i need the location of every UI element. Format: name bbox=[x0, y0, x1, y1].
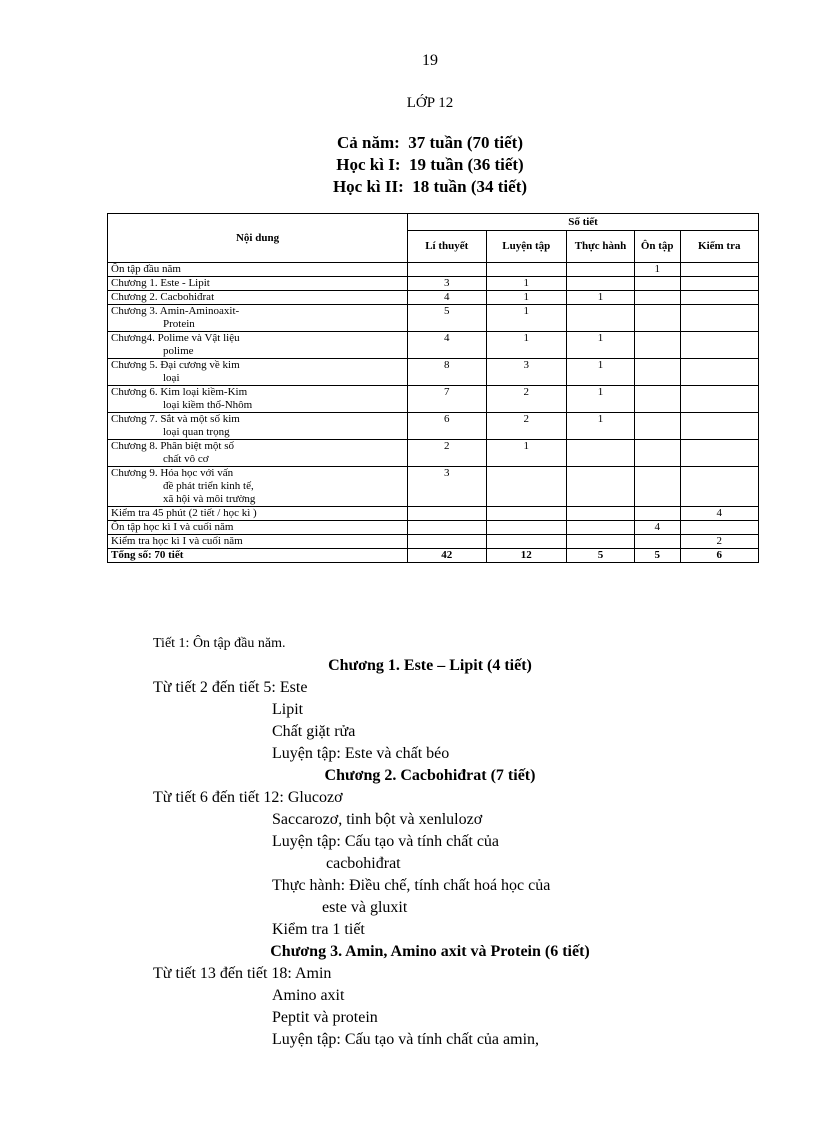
text-line: Chất giặt rửa bbox=[272, 723, 356, 740]
content-name: Chương 2. Cacbohiđrat bbox=[111, 291, 215, 303]
lesson-plan-table bbox=[107, 213, 759, 563]
review-cell bbox=[634, 277, 680, 291]
summary-line: Cả năm: 37 tuần (70 tiết) bbox=[336, 133, 524, 152]
theory-cell bbox=[408, 507, 486, 521]
content-name: Kiểm tra 45 phút (2 tiết / học kì ) bbox=[111, 507, 257, 519]
content-name: Chương 7. Sắt và một số kim bbox=[111, 413, 240, 425]
text-line: Từ tiết 13 đến tiết 18: Amin bbox=[153, 965, 332, 982]
chapter-heading: Chương 3. Amin, Amino axit và Protein (6 tiết) bbox=[270, 943, 590, 960]
review-cell bbox=[634, 507, 680, 521]
text-line: Kiểm tra 1 tiết bbox=[272, 921, 365, 938]
syllabus-text bbox=[0, 633, 816, 1051]
test-cell bbox=[680, 332, 759, 359]
content-cell bbox=[108, 291, 408, 305]
test-cell bbox=[680, 440, 759, 467]
theory-cell: 5 bbox=[408, 305, 486, 332]
text-line: Tiết 1: Ôn tập đầu năm. bbox=[153, 636, 286, 651]
content-cell bbox=[108, 386, 408, 413]
content-cell bbox=[108, 467, 408, 507]
total-review-cell: 5 bbox=[634, 549, 680, 563]
content-name: Ôn tập đầu năm bbox=[111, 263, 181, 275]
content-cell bbox=[108, 440, 408, 467]
content-name: Chương 3. Amin-Aminoaxit- bbox=[111, 305, 240, 317]
content-cell bbox=[108, 507, 408, 521]
chapter-heading: Chương 2. Cacbohiđrat (7 tiết) bbox=[324, 767, 536, 784]
theory-cell: 4 bbox=[408, 332, 486, 359]
text-line: Luyện tập: Este và chất béo bbox=[272, 745, 450, 762]
text-line: cacbohiđrat bbox=[326, 855, 401, 872]
review-cell: 4 bbox=[634, 521, 680, 535]
lab-cell bbox=[567, 263, 635, 277]
header-content: Nội dung bbox=[108, 214, 408, 263]
lab-cell bbox=[567, 467, 635, 507]
content-name: Chương4. Polime và Vật liệu bbox=[111, 332, 240, 344]
chapter-heading: Chương 1. Este – Lipit (4 tiết) bbox=[328, 657, 532, 674]
test-cell bbox=[680, 521, 759, 535]
test-cell bbox=[680, 305, 759, 332]
theory-cell: 4 bbox=[408, 291, 486, 305]
test-cell bbox=[680, 467, 759, 507]
theory-cell: 6 bbox=[408, 413, 486, 440]
table-row bbox=[108, 521, 759, 535]
text-line: Saccarozơ, tinh bột và xenlulozơ bbox=[272, 811, 483, 828]
total-lab-cell: 5 bbox=[567, 549, 635, 563]
practice-cell: 2 bbox=[486, 413, 567, 440]
content-name: Kiểm tra học kì I và cuối năm bbox=[111, 535, 243, 547]
practice-cell: 1 bbox=[486, 277, 567, 291]
table-row bbox=[108, 507, 759, 521]
summary-line: Học kì I: 19 tuần (36 tiết) bbox=[336, 155, 524, 174]
total-test-cell: 6 bbox=[680, 549, 759, 563]
table-row bbox=[108, 535, 759, 549]
practice-cell bbox=[486, 263, 567, 277]
header-group: Số tiết bbox=[408, 214, 759, 231]
header-col-practice: Luyện tập bbox=[486, 231, 567, 263]
lab-cell bbox=[567, 440, 635, 467]
header-col-theory: Lí thuyết bbox=[408, 231, 486, 263]
lab-cell bbox=[567, 507, 635, 521]
table-row bbox=[108, 359, 759, 386]
review-cell: 1 bbox=[634, 263, 680, 277]
theory-cell: 3 bbox=[408, 467, 486, 507]
theory-cell: 7 bbox=[408, 386, 486, 413]
text-line: Từ tiết 2 đến tiết 5: Este bbox=[153, 679, 308, 696]
text-line: Luyện tập: Cấu tạo và tính chất của amin, bbox=[272, 1031, 540, 1048]
page-number: 19 bbox=[422, 52, 438, 69]
total-practice-cell: 12 bbox=[486, 549, 567, 563]
theory-cell: 8 bbox=[408, 359, 486, 386]
content-continuation: chất vô cơ bbox=[163, 453, 209, 465]
content-cell bbox=[108, 332, 408, 359]
text-line: este và gluxit bbox=[322, 899, 408, 916]
content-continuation: xã hội và môi trường bbox=[163, 493, 256, 505]
summary-line: Học kì II: 18 tuần (34 tiết) bbox=[332, 177, 528, 196]
content-cell bbox=[108, 305, 408, 332]
practice-cell bbox=[486, 535, 567, 549]
review-cell bbox=[634, 440, 680, 467]
practice-cell bbox=[486, 467, 567, 507]
table-row bbox=[108, 291, 759, 305]
year-summary bbox=[0, 132, 816, 198]
practice-cell: 2 bbox=[486, 386, 567, 413]
content-name: Chương 1. Este - Lipit bbox=[111, 277, 210, 289]
table-row bbox=[108, 467, 759, 507]
content-name: Ôn tập học kì I và cuối năm bbox=[111, 521, 234, 533]
content-cell bbox=[108, 263, 408, 277]
content-name: Chương 9. Hóa học với vấn bbox=[111, 467, 234, 479]
table-row bbox=[108, 305, 759, 332]
lab-cell: 1 bbox=[567, 332, 635, 359]
review-cell bbox=[634, 332, 680, 359]
review-cell bbox=[634, 291, 680, 305]
header-col-review: Ôn tập bbox=[634, 231, 680, 263]
test-cell bbox=[680, 386, 759, 413]
test-cell: 2 bbox=[680, 535, 759, 549]
content-cell bbox=[108, 277, 408, 291]
total-label: Tổng số: 70 tiết bbox=[108, 549, 408, 563]
theory-cell: 3 bbox=[408, 277, 486, 291]
content-continuation: loại bbox=[163, 372, 180, 384]
content-cell bbox=[108, 521, 408, 535]
test-cell bbox=[680, 413, 759, 440]
text-line: Lipit bbox=[272, 701, 304, 718]
review-cell bbox=[634, 467, 680, 507]
table-row bbox=[108, 386, 759, 413]
review-cell bbox=[634, 305, 680, 332]
lab-cell bbox=[567, 535, 635, 549]
lab-cell bbox=[567, 521, 635, 535]
test-cell: 4 bbox=[680, 507, 759, 521]
content-name: Chương 8. Phân biệt một số bbox=[111, 440, 235, 452]
text-line: Amino axit bbox=[272, 987, 345, 1004]
content-cell bbox=[108, 535, 408, 549]
text-line: Từ tiết 6 đến tiết 12: Glucozơ bbox=[153, 789, 343, 806]
theory-cell: 2 bbox=[408, 440, 486, 467]
practice-cell bbox=[486, 521, 567, 535]
test-cell bbox=[680, 291, 759, 305]
theory-cell bbox=[408, 263, 486, 277]
content-continuation: đề phát triển kinh tế, bbox=[163, 480, 254, 492]
content-continuation: loại kiềm thổ-Nhôm bbox=[163, 399, 253, 411]
class-title: LỚP 12 bbox=[406, 95, 454, 111]
text-line: Peptit và protein bbox=[272, 1009, 378, 1026]
practice-cell: 3 bbox=[486, 359, 567, 386]
review-cell bbox=[634, 386, 680, 413]
content-name: Chương 6. Kim loại kiềm-Kim bbox=[111, 386, 248, 398]
lab-cell: 1 bbox=[567, 359, 635, 386]
content-cell bbox=[108, 359, 408, 386]
table-row bbox=[108, 332, 759, 359]
practice-cell bbox=[486, 507, 567, 521]
table-row bbox=[108, 413, 759, 440]
lab-cell: 1 bbox=[567, 413, 635, 440]
test-cell bbox=[680, 263, 759, 277]
content-cell bbox=[108, 413, 408, 440]
theory-cell bbox=[408, 521, 486, 535]
content-continuation: loại quan trọng bbox=[163, 426, 230, 438]
lab-cell bbox=[567, 305, 635, 332]
theory-cell bbox=[408, 535, 486, 549]
content-continuation: polime bbox=[163, 345, 194, 357]
table-row bbox=[108, 263, 759, 277]
content-continuation: Protein bbox=[163, 318, 195, 330]
test-cell bbox=[680, 277, 759, 291]
header-col-lab: Thực hành bbox=[567, 231, 635, 263]
total-theory-cell: 42 bbox=[408, 549, 486, 563]
practice-cell: 1 bbox=[486, 332, 567, 359]
total-row bbox=[108, 549, 759, 563]
lab-cell: 1 bbox=[567, 291, 635, 305]
content-name: Chương 5. Đại cương về kim bbox=[111, 359, 240, 371]
practice-cell: 1 bbox=[486, 440, 567, 467]
review-cell bbox=[634, 535, 680, 549]
test-cell bbox=[680, 359, 759, 386]
practice-cell: 1 bbox=[486, 305, 567, 332]
text-line: Thực hành: Điều chế, tính chất hoá học của bbox=[272, 877, 551, 894]
review-cell bbox=[634, 413, 680, 440]
header-col-test: Kiểm tra bbox=[680, 231, 759, 263]
review-cell bbox=[634, 359, 680, 386]
lab-cell bbox=[567, 277, 635, 291]
text-line: Luyện tập: Cấu tạo và tính chất của bbox=[272, 833, 500, 850]
practice-cell: 1 bbox=[486, 291, 567, 305]
table-row bbox=[108, 277, 759, 291]
lab-cell: 1 bbox=[567, 386, 635, 413]
table-row bbox=[108, 440, 759, 467]
